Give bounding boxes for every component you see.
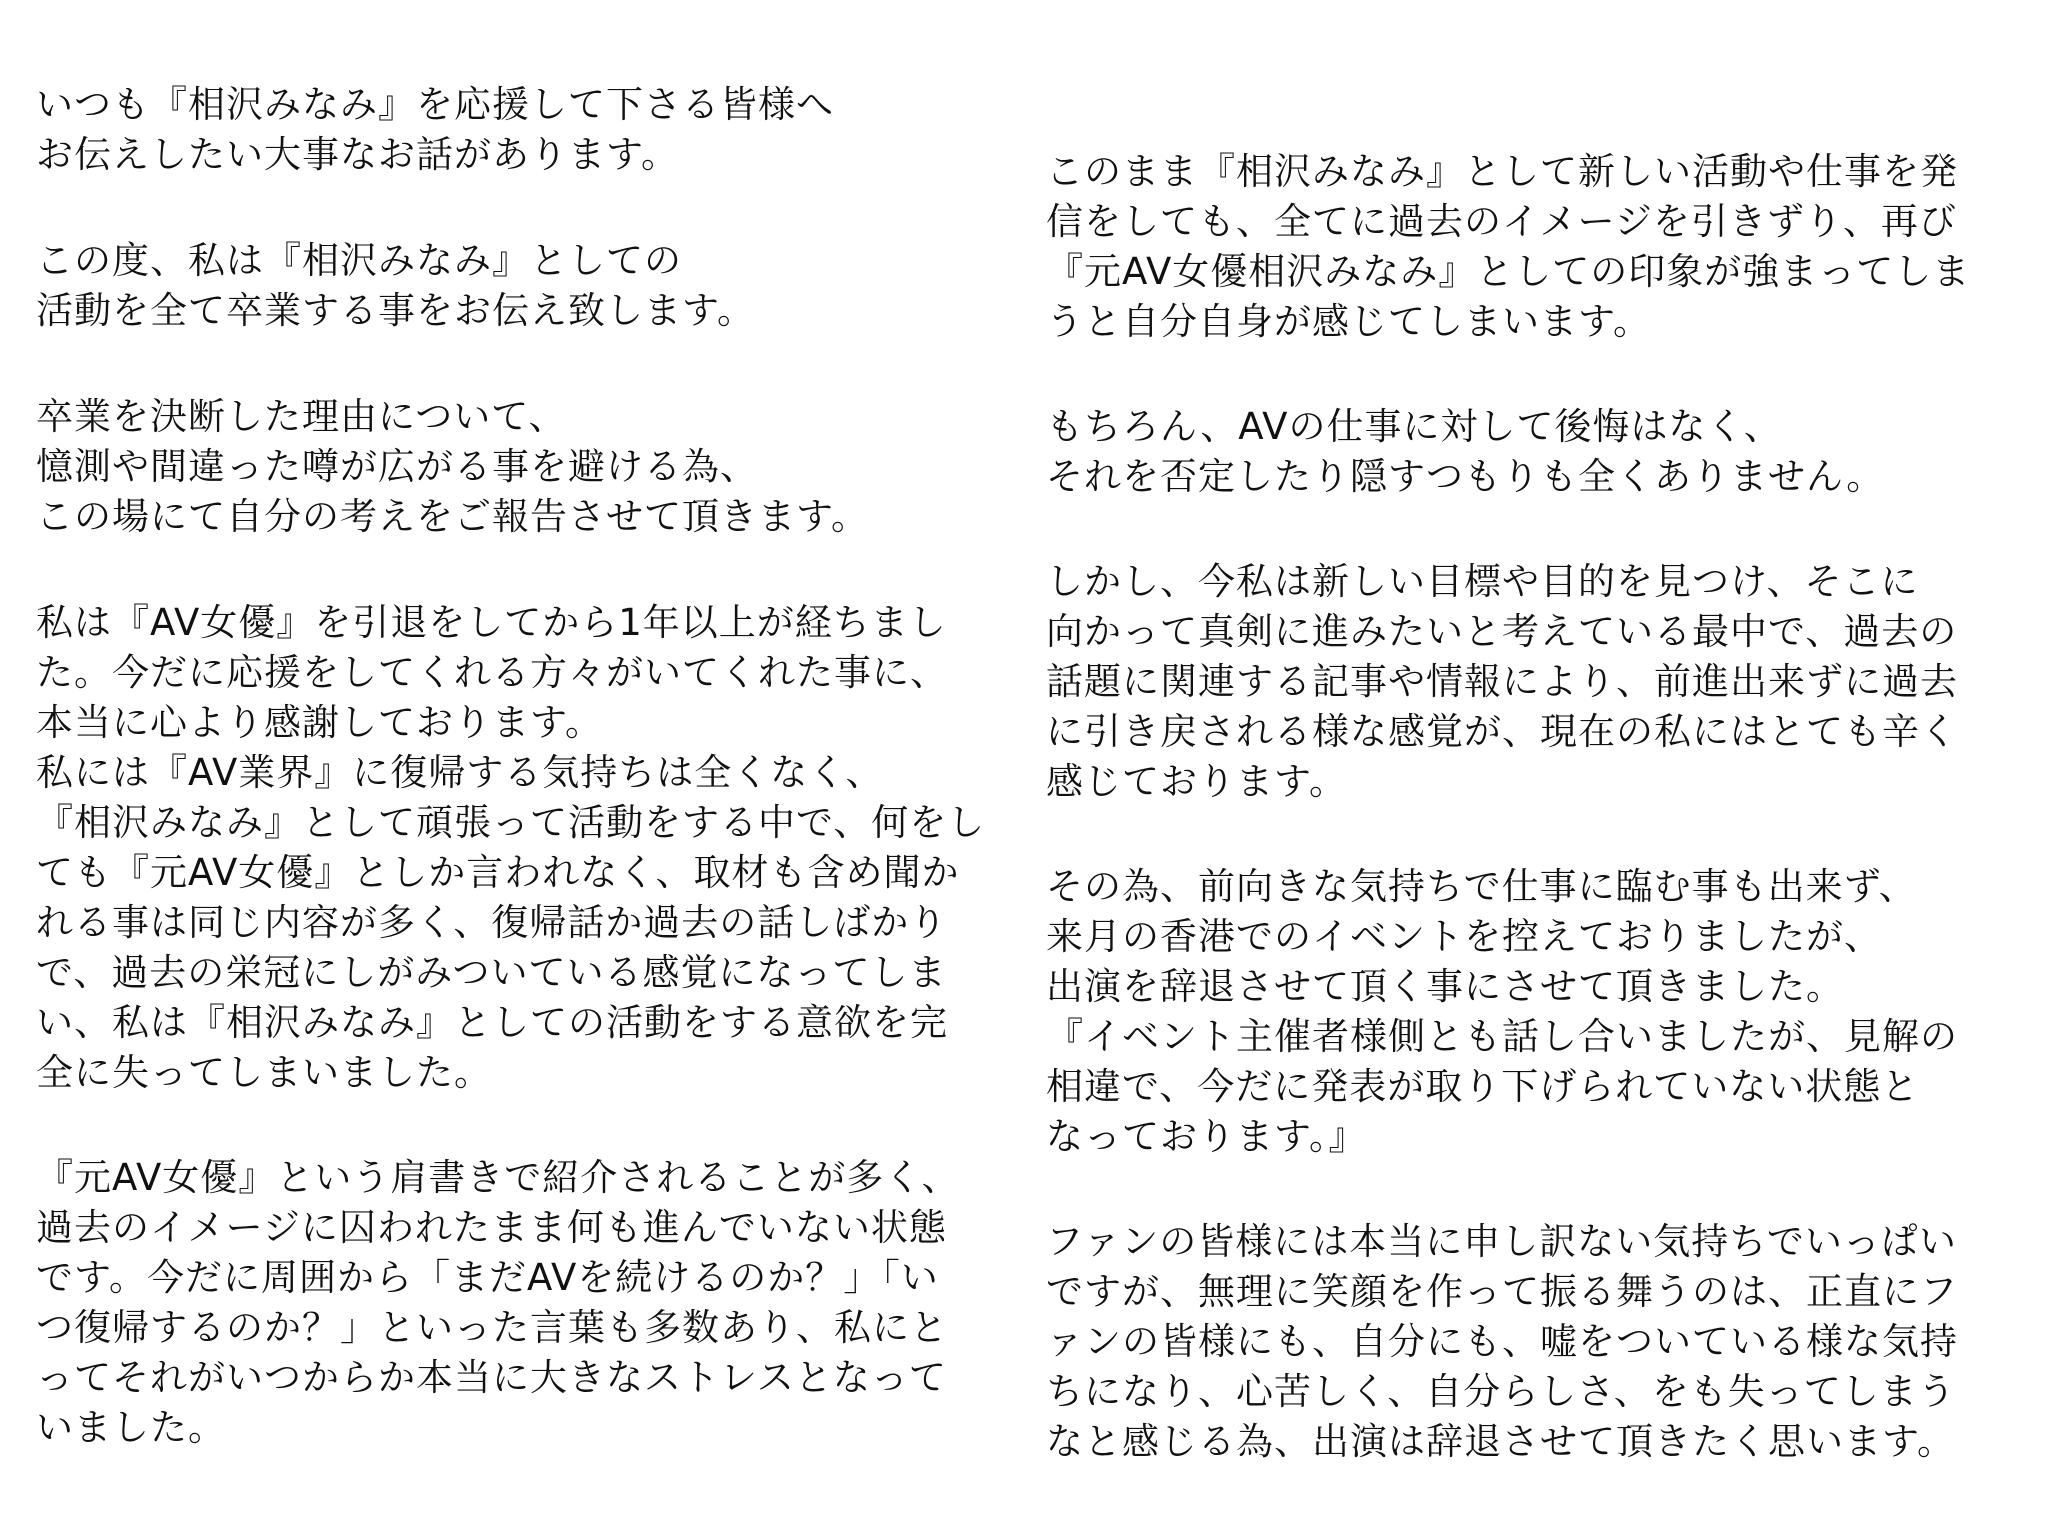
- text-line: いつも『相沢みなみ』を応援して下さる皆様へ: [36, 83, 834, 126]
- text-line: その為、前向きな気持ちで仕事に臨む事も出来ず、: [1046, 865, 1917, 908]
- text-line: で、過去の栄冠にしがみついている感覚になってしま: [36, 951, 947, 994]
- text-line: 信をしても、全てに過去のイメージを引きずり、再び: [1046, 200, 1957, 243]
- text-line: ファンの皆様には本当に申し訳ない気持ちでいっぱい: [1046, 1220, 1957, 1263]
- text-line: この度、私は『相沢みなみ』としての: [36, 239, 682, 282]
- text-line: 全に失ってしまいました。: [36, 1051, 492, 1094]
- text-line: れる事は同じ内容が多く、復帰話か過去の話しばかり: [36, 901, 948, 944]
- text-line: いました。: [36, 1406, 226, 1449]
- text-line: 私には『AV業界』に復帰する気持ちは全くなく、: [36, 751, 884, 794]
- text-line: なっております。』: [1046, 1115, 1367, 1158]
- text-line: 『相沢みなみ』として頑張って活動をする中で、何をし: [36, 801, 986, 844]
- text-line: ちになり、心苦しく、自分らしさ、をも失ってしまう: [1046, 1370, 1956, 1413]
- text-line: 憶測や間違った噂が広がる事を避ける為、: [36, 445, 758, 488]
- text-line: うと自分自身が感じてしまいます。: [1046, 300, 1652, 343]
- text-line: 感じております。: [1046, 760, 1348, 803]
- text-line: しかし、今私は新しい目標や目的を見つけ、そこに: [1046, 560, 1919, 603]
- text-line: です。今だに周囲から「まだAVを続けるのか？」「い: [36, 1256, 939, 1299]
- text-line: 『イベント主催者様側とも話し合いましたが、見解の: [1046, 1015, 1958, 1058]
- text-line: い、私は『相沢みなみ』としての活動をする意欲を完: [36, 1001, 948, 1044]
- text-line: 私は『AV女優』を引退をしてから1年以上が経ちまし: [36, 601, 947, 644]
- text-line: た。今だに応援をしてくれる方々がいてくれた事に、: [36, 651, 948, 694]
- text-line: 『元AV女優』という肩書きで紹介されることが多く、: [36, 1156, 960, 1199]
- text-line: 話題に関連する記事や情報により、前進出来ずに過去: [1046, 660, 1958, 703]
- text-line: 出演を辞退させて頂く事にさせて頂きました。: [1046, 965, 1844, 1008]
- text-line: ってそれがいつからか本当に大きなストレスとなって: [36, 1356, 947, 1399]
- text-line: 相違で、今だに発表が取り下げられていない状態と: [1046, 1065, 1920, 1108]
- text-line: ですが、無理に笑顔を作って振る舞うのは、正直にフ: [1046, 1270, 1958, 1313]
- text-line: 向かって真剣に進みたいと考えている最中で、過去の: [1046, 610, 1958, 653]
- text-line: 本当に心より感謝しております。: [36, 701, 604, 744]
- text-line: もちろん、AVの仕事に対して後悔はなく、: [1046, 405, 1782, 448]
- text-line: ァンの皆様にも、自分にも、嘘をついている様な気持: [1046, 1320, 1958, 1363]
- text-line: 『元AV女優相沢みなみ』としての印象が強まってしま: [1046, 250, 1971, 293]
- text-line: このまま『相沢みなみ』として新しい活動や仕事を発: [1046, 150, 1958, 193]
- text-line: 来月の香港でのイベントを控えておりましたが、: [1046, 915, 1882, 958]
- text-line: それを否定したり隠すつもりも全くありません。: [1046, 455, 1885, 498]
- text-line: に引き戻される様な感覚が、現在の私にはとても辛く: [1046, 710, 1958, 753]
- text-line: お伝えしたい大事なお話があります。: [36, 133, 680, 176]
- text-line: ても『元AV女優』としか言われなく、取材も含め聞か: [36, 851, 960, 894]
- text-line: つ復帰するのか？」といった言葉も多数あり、私にと: [36, 1306, 948, 1349]
- text-line: なと感じる為、出演は辞退させて頂きたく思います。: [1046, 1420, 1956, 1463]
- text-line: 過去のイメージに囚われたまま何も進んでいない状態: [36, 1206, 947, 1249]
- text-line: 活動を全て卒業する事をお伝え致します。: [36, 289, 756, 332]
- text-line: この場にて自分の考えをご報告させて頂きます。: [36, 495, 870, 538]
- text-line: 卒業を決断した理由について、: [36, 395, 567, 438]
